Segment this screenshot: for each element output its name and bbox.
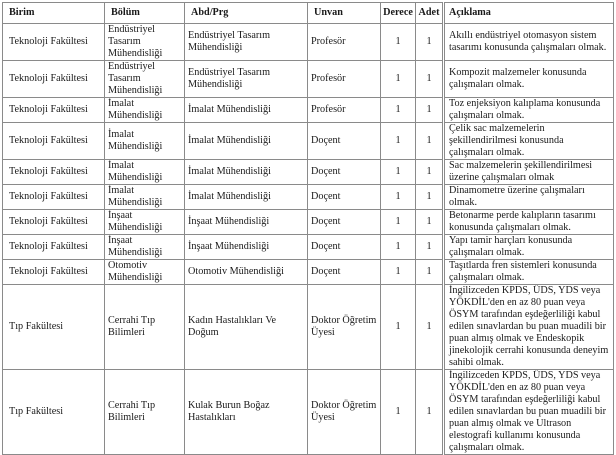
cell-birim: Teknoloji Fakültesi: [3, 185, 105, 210]
cell-aciklama: Toz enjeksiyon kalıplama konusunda çalışmaları olmak.: [444, 98, 614, 123]
cell-birim: Teknoloji Fakültesi: [3, 210, 105, 235]
cell-aciklama: İngilizceden KPDS, ÜDS, YDS veya YÖKDİL'den en az 80 puan veya ÖSYM tarafından eşdeğerliliği kabul edilen sınavlardan bu puan muadili bir puan almış olmak ve Endeskopik jinekolojik cerrahi konusunda deneyim sahibi olmak.: [444, 285, 614, 370]
table-row: [3, 98, 614, 123]
cell-adet: 1: [416, 61, 444, 98]
cell-unvan: Doçent: [308, 210, 381, 235]
cell-birim: Teknoloji Fakültesi: [3, 123, 105, 160]
cell-unvan: Profesör: [308, 98, 381, 123]
cell-aciklama: Dinamometre üzerine çalışmaları olmak.: [444, 185, 614, 210]
cell-derece: 1: [381, 370, 416, 455]
header-abd-prg: Abd/Prg: [185, 3, 308, 24]
table-row: [3, 370, 614, 455]
cell-unvan: Doktor Öğretim Üyesi: [308, 285, 381, 370]
positions-table: [2, 2, 614, 455]
cell-abd-prg: İmalat Mühendisliği: [185, 160, 308, 185]
cell-adet: 1: [416, 123, 444, 160]
cell-derece: 1: [381, 61, 416, 98]
cell-adet: 1: [416, 285, 444, 370]
cell-adet: 1: [416, 260, 444, 285]
cell-aciklama: İngilizceden KPDS, ÜDS, YDS veya YÖKDİL'den en az 80 puan veya ÖSYM tarafından eşdeğerliliği kabul edilen sınavlardan bu puan muadili bir puan almış olmak ve Ultrason elestografi kullanımı konusunda çalışmaları olmak.: [444, 370, 614, 455]
cell-derece: 1: [381, 185, 416, 210]
table-row: [3, 235, 614, 260]
cell-derece: 1: [381, 235, 416, 260]
cell-birim: Teknoloji Fakültesi: [3, 260, 105, 285]
table-row: [3, 123, 614, 160]
cell-abd-prg: İmalat Mühendisliği: [185, 185, 308, 210]
cell-aciklama: Akıllı endüstriyel otomasyon sistem tasarımı konusunda çalışmaları olmak.: [444, 24, 614, 61]
header-derece: Derece: [381, 3, 416, 24]
cell-abd-prg: İmalat Mühendisliği: [185, 98, 308, 123]
table-header-row: [3, 3, 614, 24]
cell-birim: Teknoloji Fakültesi: [3, 98, 105, 123]
cell-aciklama: Yapı tamir harçları konusunda çalışmaları olmak.: [444, 235, 614, 260]
cell-bolum: İmalat Mühendisliği: [105, 98, 185, 123]
cell-bolum: İnşaat Mühendisliği: [105, 235, 185, 260]
cell-derece: 1: [381, 285, 416, 370]
header-bolum: Bölüm: [105, 3, 185, 24]
cell-adet: 1: [416, 24, 444, 61]
cell-birim: Teknoloji Fakültesi: [3, 235, 105, 260]
cell-abd-prg: İnşaat Mühendisliği: [185, 210, 308, 235]
cell-abd-prg: İmalat Mühendisliği: [185, 123, 308, 160]
cell-unvan: Doçent: [308, 260, 381, 285]
cell-aciklama: Çelik sac malzemelerin şekillendirilmesi konusunda çalışmaları olmak.: [444, 123, 614, 160]
header-unvan: Unvan: [308, 3, 381, 24]
cell-bolum: Otomotiv Mühendisliği: [105, 260, 185, 285]
cell-bolum: İnşaat Mühendisliği: [105, 210, 185, 235]
cell-birim: Tıp Fakültesi: [3, 285, 105, 370]
cell-derece: 1: [381, 260, 416, 285]
cell-unvan: Doçent: [308, 235, 381, 260]
table-row: [3, 260, 614, 285]
cell-unvan: Doçent: [308, 185, 381, 210]
header-adet: Adet: [416, 3, 444, 24]
cell-birim: Teknoloji Fakültesi: [3, 24, 105, 61]
cell-abd-prg: İnşaat Mühendisliği: [185, 235, 308, 260]
cell-unvan: Doçent: [308, 160, 381, 185]
cell-adet: 1: [416, 210, 444, 235]
cell-aciklama: Kompozit malzemeler konusunda çalışmaları olmak.: [444, 61, 614, 98]
cell-bolum: Cerrahi Tıp Bilimleri: [105, 370, 185, 455]
cell-aciklama: Taşıtlarda fren sistemleri konusunda çalışmaları olmak.: [444, 260, 614, 285]
cell-birim: Teknoloji Fakültesi: [3, 61, 105, 98]
cell-bolum: İmalat Mühendisliği: [105, 123, 185, 160]
cell-derece: 1: [381, 24, 416, 61]
table-row: [3, 210, 614, 235]
cell-unvan: Profesör: [308, 24, 381, 61]
cell-adet: 1: [416, 160, 444, 185]
cell-abd-prg: Endüstriyel Tasarım Mühendisliği: [185, 24, 308, 61]
cell-abd-prg: Kadın Hastalıkları Ve Doğum: [185, 285, 308, 370]
table-row: [3, 185, 614, 210]
cell-unvan: Profesör: [308, 61, 381, 98]
cell-adet: 1: [416, 370, 444, 455]
header-birim: Birim: [3, 3, 105, 24]
cell-bolum: Cerrahi Tıp Bilimleri: [105, 285, 185, 370]
cell-bolum: İmalat Mühendisliği: [105, 160, 185, 185]
cell-birim: Teknoloji Fakültesi: [3, 160, 105, 185]
cell-aciklama: Sac malzemelerin şekillendirilmesi üzerine çalışmaları olmak: [444, 160, 614, 185]
cell-abd-prg: Endüstriyel Tasarım Mühendisliği: [185, 61, 308, 98]
cell-adet: 1: [416, 185, 444, 210]
cell-derece: 1: [381, 160, 416, 185]
cell-derece: 1: [381, 123, 416, 160]
cell-bolum: Endüstriyel Tasarım Mühendisliği: [105, 24, 185, 61]
cell-abd-prg: Kulak Burun Boğaz Hastalıkları: [185, 370, 308, 455]
cell-bolum: İmalat Mühendisliği: [105, 185, 185, 210]
cell-bolum: Endüstriyel Tasarım Mühendisliği: [105, 61, 185, 98]
cell-aciklama: Betonarme perde kalıpların tasarımı konusunda çalışmaları olmak.: [444, 210, 614, 235]
cell-abd-prg: Otomotiv Mühendisliği: [185, 260, 308, 285]
cell-birim: Tıp Fakültesi: [3, 370, 105, 455]
table-row: [3, 24, 614, 61]
header-aciklama: Açıklama: [444, 3, 614, 24]
cell-adet: 1: [416, 235, 444, 260]
cell-unvan: Doçent: [308, 123, 381, 160]
cell-adet: 1: [416, 98, 444, 123]
table-row: [3, 160, 614, 185]
table-row: [3, 285, 614, 370]
cell-unvan: Doktor Öğretim Üyesi: [308, 370, 381, 455]
cell-derece: 1: [381, 98, 416, 123]
table-row: [3, 61, 614, 98]
cell-derece: 1: [381, 210, 416, 235]
